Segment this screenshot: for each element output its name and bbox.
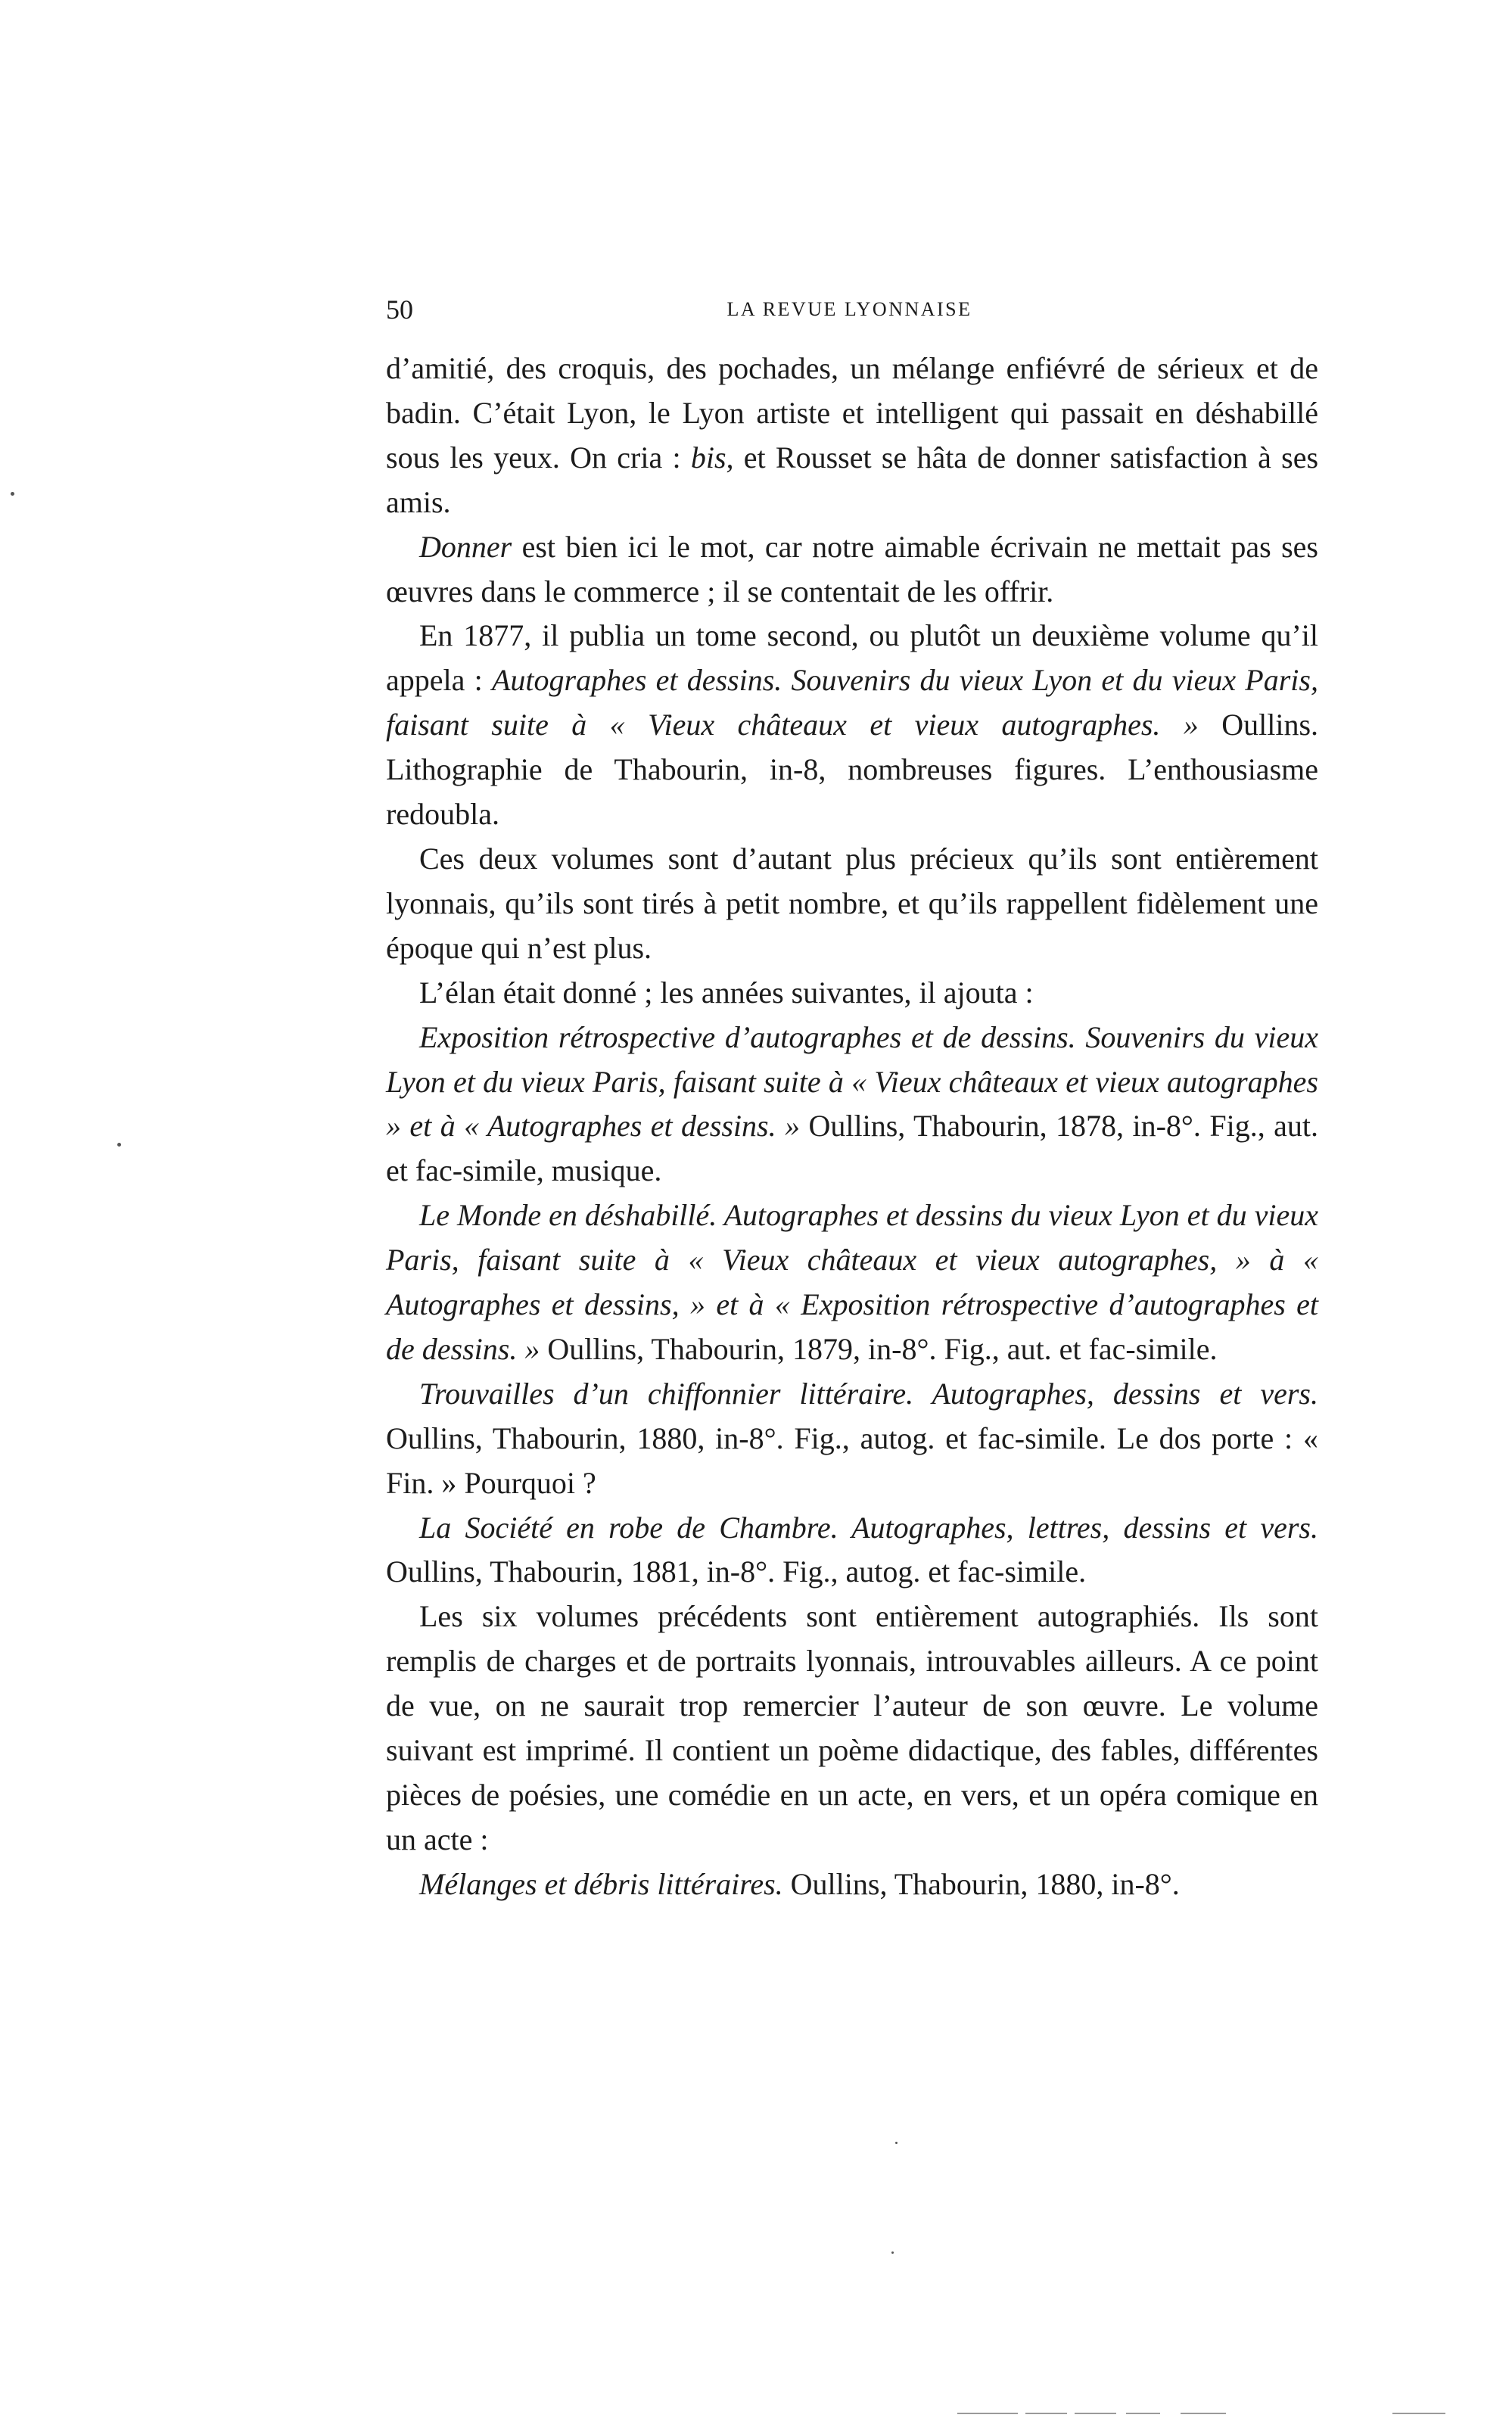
italic-run: Trouvailles d’un chiffonnier littéraire. Autographes, dessins et vers. [419,1376,1318,1411]
text-run: Oullins, Thabourin, 1879, in-8°. Fig., aut. et fac-simile. [540,1331,1218,1366]
text-run: En 1877, il publia un tome second, ou plutôt un deuxième volume qu’il appela : [386,618,1318,698]
paragraph [386,971,1318,1016]
text-run: et Rousset se hâta de donner satisfaction à ses amis. [386,440,1319,519]
paragraph [386,525,1318,615]
text-run: Oullins, Thabourin, 1878, in-8°. Fig., aut. et fac-simile, musique. [386,1109,1318,1188]
italic-run: Autographes et dessins. Souvenirs du vieux Lyon et du vieux Paris, faisant suite à « Vieux châteaux et vieux autographes. » [386,663,1318,742]
text-run: Oullins, Thabourin, 1881, in-8°. Fig., autog. et fac-simile. [386,1554,1087,1589]
text-run: L’élan était donné ; les années suivantes, il ajouta : [419,975,1034,1010]
scan-edge-mark [1126,2413,1160,2414]
scan-speck [895,2142,898,2144]
italic-run: Exposition rétrospective d’autographes et de dessins. Souvenirs du vieux Lyon et du vieux Paris, faisant suite à « Vieux châteaux et vieux autographes » et à « Autographes et dessins. » [386,1019,1318,1144]
bibliography-entry [386,1506,1318,1595]
text-run: Les six volumes précédents sont entièrement autographiés. Ils sont remplis de charges et de portraits lyonnais, introuvables ailleurs. A ce point de vue, on ne saurait trop remercier l’auteur de son œuvre. Le volume suivant est imprimé. Il contient un poème didactique, des fables, différentes pièces de poésies, une comédie en un acte, en vers, et un opéra comique en un acte : [386,1599,1318,1856]
text-run: Oullins. Lithographie de Thabourin, in-8, nombreuses figures. L’enthousiasme redoubla. [386,708,1319,832]
scan-edge-mark [1025,2413,1067,2414]
scan-edge-mark [957,2413,1018,2414]
italic-run: La Société en robe de Chambre. Autographes, lettres, dessins et vers. [419,1510,1318,1545]
scan-speck [891,2251,894,2254]
italic-run: Le Monde en déshabillé. Autographes et dessins du vieux Lyon et du vieux Paris, faisant suite à « Vieux châteaux et vieux autographes, » à « Autographes et dessins, » et à « Exposition rétrospective d’autographes et de dessins. » [386,1198,1318,1366]
running-head: LA REVUE LYONNAISE [726,298,972,320]
scan-speck [11,492,14,496]
paragraph [386,837,1318,971]
scan-edge-mark [1075,2413,1116,2414]
bibliography-entry [386,1193,1318,1372]
text-run: Oullins, Thabourin, 1880, in-8°. [782,1866,1180,1901]
text-run: d’amitié, des croquis, des pochades, un mélange enfiévré de sérieux et de badin. C’était Lyon, le Lyon artiste et intelligent qui passait en déshabillé sous les yeux. On cria : [386,351,1318,475]
scan-edge-mark [1392,2413,1445,2414]
page-number: 50 [386,294,413,325]
italic-run: bis, [690,440,734,475]
bibliography-entry [386,1016,1318,1194]
paragraph [386,614,1318,837]
text-run: Oullins, Thabourin, 1880, in-8°. Fig., autog. et fac-simile. Le dos porte : « Fin. » Pourquoi ? [386,1421,1318,1500]
text-run: est bien ici le mot, car notre aimable écrivain ne mettait pas ses œuvres dans le commerce ; il se contentait de les offrir. [386,529,1318,608]
italic-run: Mélanges et débris littéraires. [419,1866,783,1901]
paragraph [386,1595,1318,1862]
page-header [386,291,1313,328]
paragraph [386,347,1318,525]
scan-edge-mark [1181,2413,1226,2414]
text-run: Ces deux volumes sont d’autant plus précieux qu’ils sont entièrement lyonnais, qu’ils sont tirés à petit nombre, et qu’ils rappellent fidèlement une époque qui n’est plus. [386,841,1318,965]
bibliography-entry [386,1862,1318,1907]
scan-speck [117,1143,121,1147]
bibliography-entry [386,1372,1318,1506]
body-text [386,347,1318,1907]
italic-run: Donner [419,529,512,564]
